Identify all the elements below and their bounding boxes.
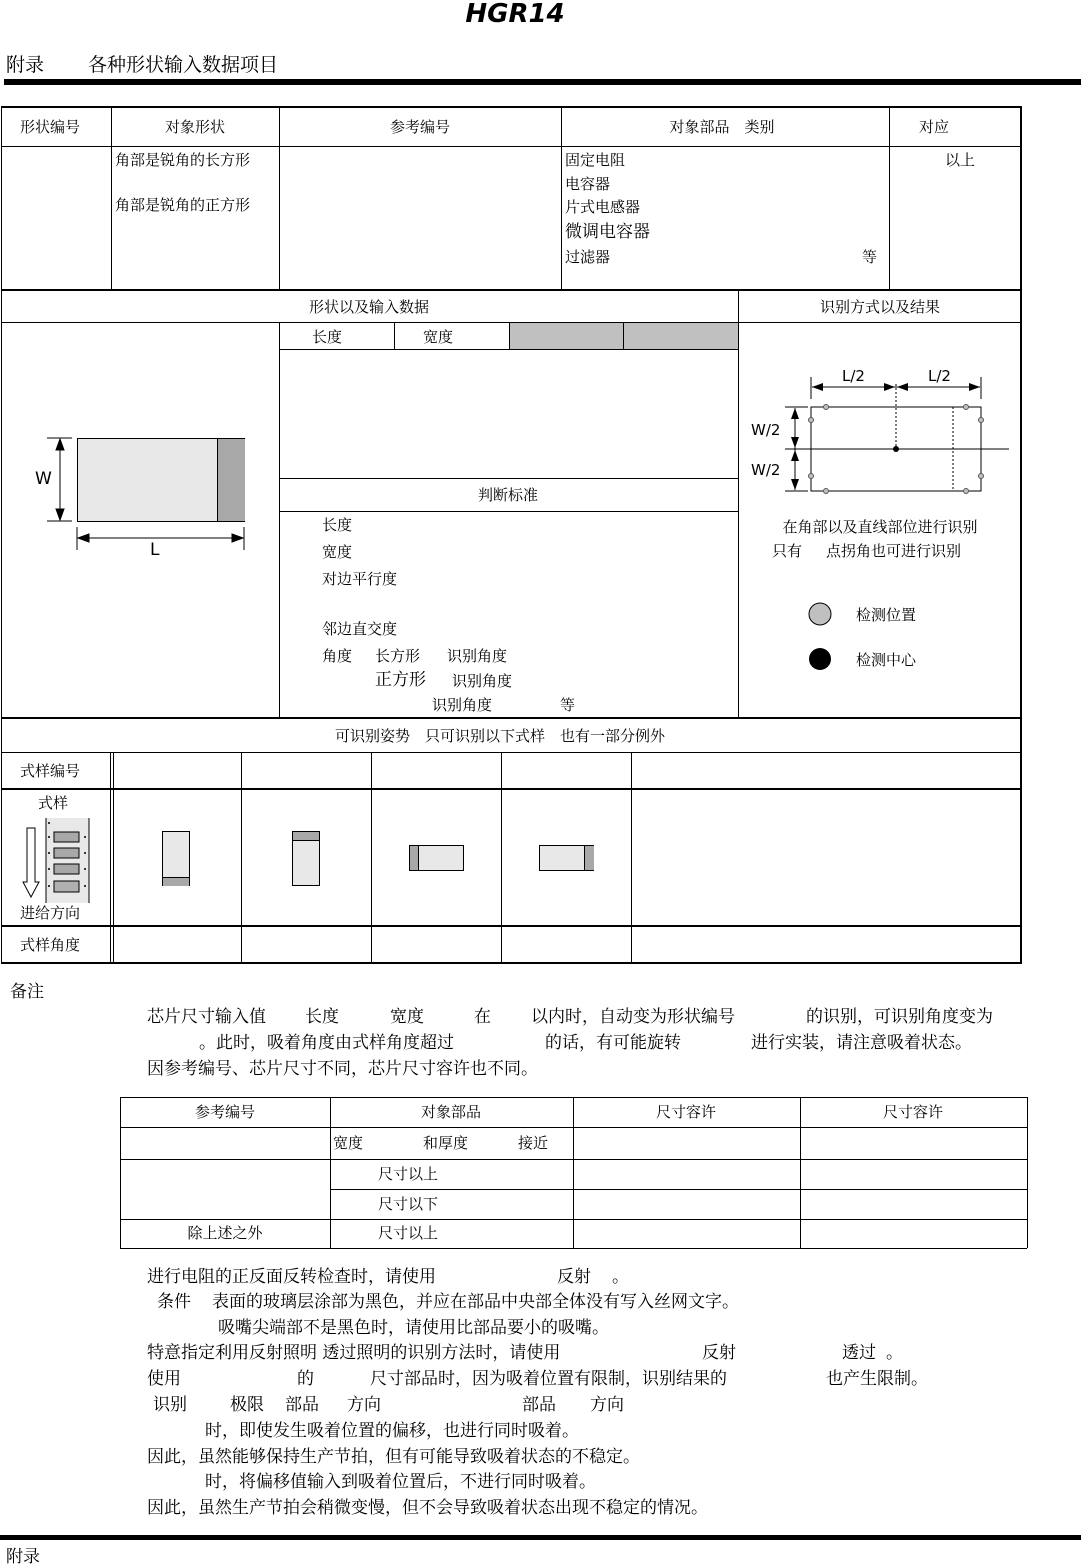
remarks-title: 备注 [10,982,44,1002]
text: 识别 [153,1395,187,1415]
criteria-rect: 长方形 [375,647,421,665]
text: 吸嘴尖端部不是黑色时，请使用比部品要小的吸嘴。 [218,1318,609,1338]
text: 以内时，自动变为形状编号 [531,1007,735,1027]
col-tolerance-2: 尺寸容许 [882,1103,944,1121]
criteria-etc: 等 [560,696,576,714]
input-width-header: 宽度 [423,328,454,346]
cell: 接近 [518,1134,549,1152]
part-item: 固定电阻 [565,151,626,169]
criteria-rect-angle: 识别角度 [447,647,508,665]
half-width-label: W/2 [751,421,781,439]
electrode [293,832,319,841]
text: 因参考编号、芯片尺寸不同，芯片尺寸容许也不同。 [147,1059,538,1079]
text: 方向 [590,1395,624,1415]
cell: 尺寸以上 [378,1165,439,1183]
parts-etc: 等 [862,248,878,266]
section-title: 各种形状输入数据项目 [88,54,279,76]
text: 时，将偏移值输入到吸着位置后，不进行同时吸着。 [205,1472,596,1492]
footer-rule [0,1535,1081,1540]
text: 。此时，吸着角度由式样角度超过 [199,1033,454,1053]
input-length-header: 长度 [312,328,343,346]
cell: 尺寸以上 [378,1224,439,1242]
header-reference-number: 参考编号 [389,118,451,136]
text: 反射 [557,1267,591,1287]
cell: 尺寸以下 [378,1195,439,1213]
cell: 和厚度 [423,1134,469,1152]
text: 表面的玻璃层涂部为黑色，并应在部品中央部全体没有写入丝网文字。 [212,1292,739,1312]
text: 。 [612,1267,629,1287]
text: 的话，有可能旋转 [545,1033,681,1053]
document-code: HGR14 [465,0,565,29]
text: 尺寸部品时，因为吸着位置有限制，识别结果的 [370,1369,727,1389]
pattern-number-label: 式样编号 [20,762,81,780]
text: 长度 [305,1007,339,1027]
text: 条件 [157,1292,191,1312]
recognition-header: 识别方式以及结果 [819,298,941,316]
feed-direction-label: 进给方向 [20,904,81,922]
text: 因此，虽然能够保持生产节拍，但有可能导致吸着状态的不稳定。 [147,1447,640,1467]
chip-length-label: L [150,540,160,560]
text: 。 [886,1343,903,1363]
col-tolerance-1: 尺寸容许 [655,1103,717,1121]
electrode [410,846,419,870]
criteria-other-angle: 识别角度 [432,696,493,714]
header-target-shape: 对象形状 [164,118,226,136]
criteria-angle: 角度 [322,647,353,665]
electrode [584,846,594,870]
criteria-length: 长度 [322,516,353,534]
text: 也产生限制。 [826,1369,928,1389]
electrode [163,877,189,886]
legend-detection-center: 检测中心 [856,651,917,669]
header-shape-number: 形状编号 [20,118,81,136]
cell: 宽度 [333,1134,364,1152]
criteria-square-angle: 识别角度 [452,672,513,690]
criteria-perpendicular: 邻边直交度 [322,620,398,638]
half-length-label: L/2 [928,367,951,385]
text: 的 [297,1369,314,1389]
method-line: 在角部以及直线部位进行识别 [782,518,978,536]
support-value: 以上 [945,151,976,169]
text: 的识别，可识别角度变为 [806,1007,993,1027]
text: 进行实装，请注意吸着状态。 [751,1033,972,1053]
text: 宽度 [390,1007,424,1027]
text: 方向 [347,1395,381,1415]
section-label: 附录 [6,54,45,76]
text: 反射 [702,1343,736,1363]
part-item: 微调电容器 [565,222,650,242]
part-item: 片式电感器 [565,198,641,216]
criteria-header: 判断标准 [477,486,539,504]
half-width-label: W/2 [751,461,781,479]
text: 特意指定利用反射照明 透过照明的识别方法时，请使用 [147,1343,561,1363]
text: 透过 [842,1343,876,1363]
legend-detection-position: 检测位置 [856,606,917,624]
pattern-angle-label: 式样角度 [20,936,81,954]
shape-input-header: 形状以及输入数据 [308,298,430,316]
text: 在 [474,1007,491,1027]
part-item: 电容器 [565,175,611,193]
criteria-square: 正方形 [375,670,426,690]
half-length-label: L/2 [842,367,865,385]
text: 使用 [147,1369,181,1389]
text: 进行电阻的正反面反转检查时，请使用 [147,1267,436,1287]
text: 极限 [230,1395,264,1415]
header-support: 对应 [919,118,950,136]
text: 时，即使发生吸着位置的偏移，也进行同时吸着。 [205,1421,579,1441]
text: 部品 [522,1395,556,1415]
shape-rect: 角部是锐角的长方形 [115,151,251,169]
method-line: 点拐角也可进行识别 [826,542,962,560]
criteria-parallel: 对边平行度 [322,570,398,588]
col-part: 对象部品 [420,1103,482,1121]
pattern-header: 可识别姿势 只可识别以下式样 也有一部分例外 [334,727,666,745]
chip-width-label: W [35,469,52,489]
method-line: 只有 [772,542,803,560]
criteria-width: 宽度 [322,543,353,561]
shape-square: 角部是锐角的正方形 [115,196,251,214]
footer-label: 附录 [6,1547,40,1567]
header-part-category: 对象部品 类别 [669,118,775,136]
part-item: 过滤器 [565,248,611,266]
pattern-label: 式样 [38,794,69,812]
text: 因此，虽然生产节拍会稍微变慢，但不会导致吸着状态出现不稳定的情况。 [147,1498,708,1518]
cell: 除上述之外 [187,1224,263,1242]
col-reference: 参考编号 [194,1103,256,1121]
text: 芯片尺寸输入值 [147,1007,266,1027]
text: 部品 [285,1395,319,1415]
